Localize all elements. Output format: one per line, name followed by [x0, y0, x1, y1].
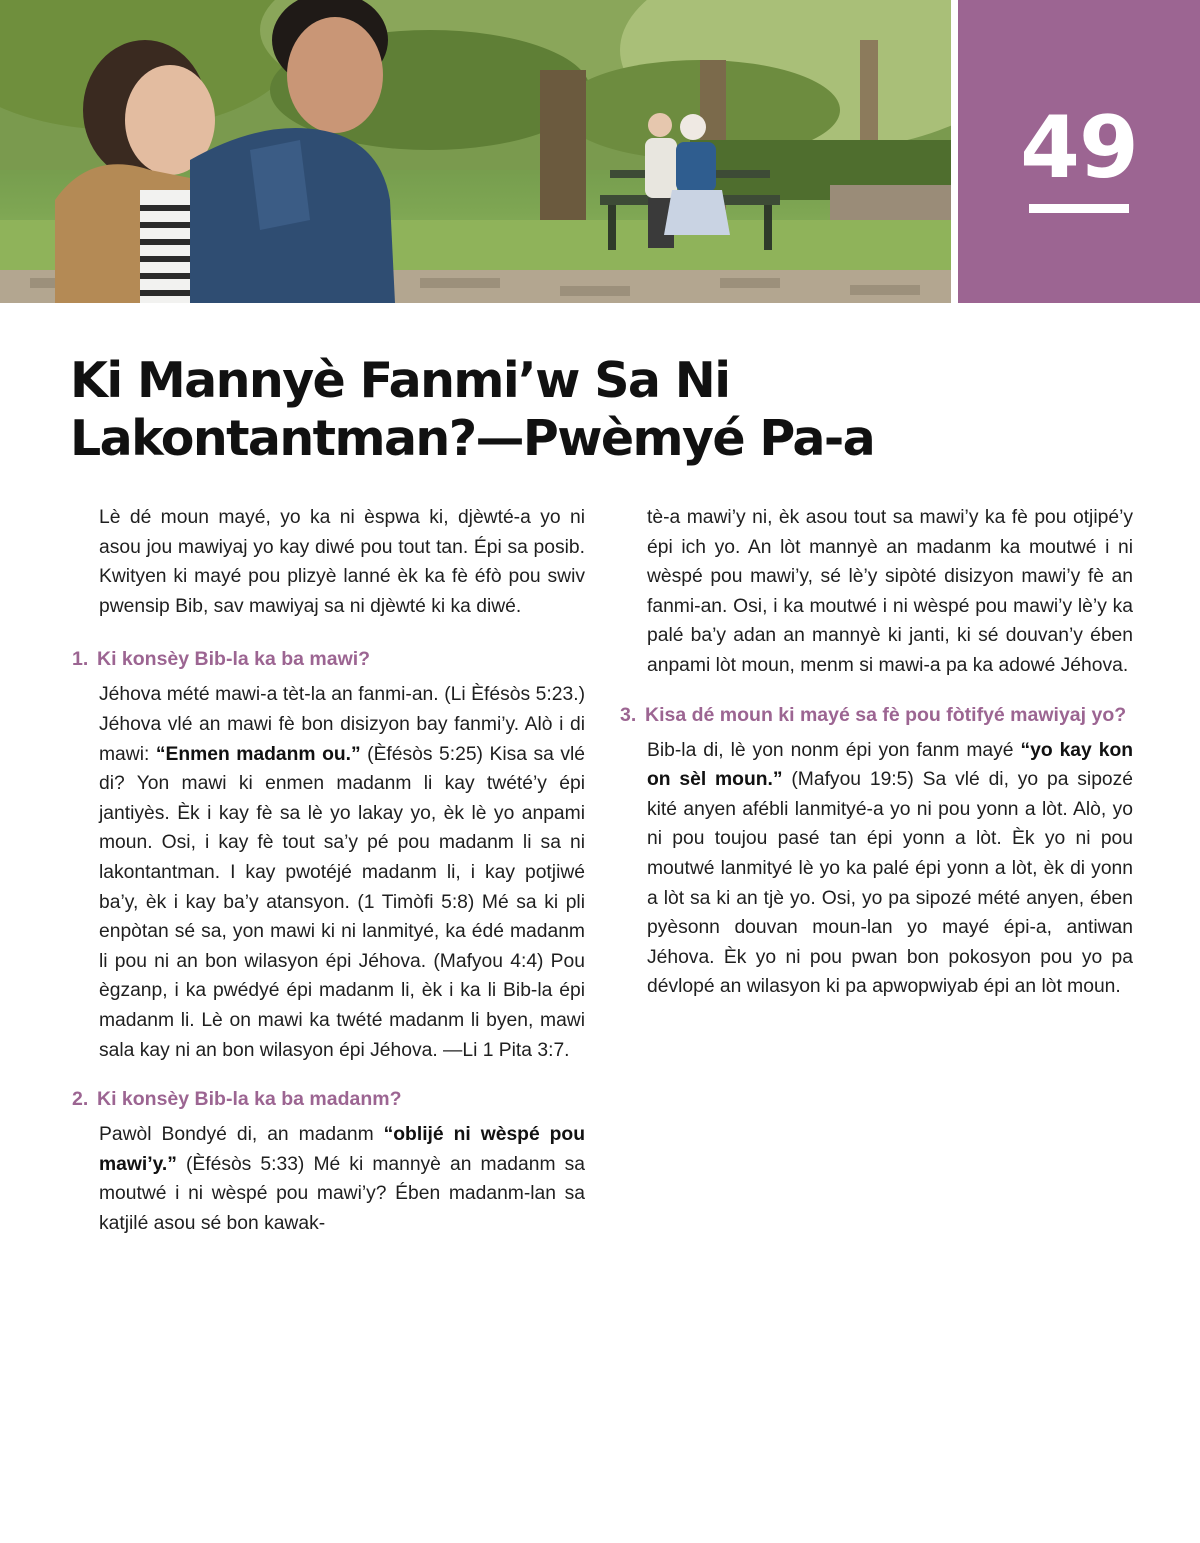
section-2-paragraph-continued [647, 503, 1133, 681]
section-1-paragraph [99, 680, 585, 1065]
section-2-text-b-part2: tè-a mawi’y ni, èk asou tout sa mawi’y ka fè pou otjipé’y épi ich yo. An lòt mannyè an madanm ka moutwé i ni wèspé pou mawi’y, sé lè’y sipòté disizyon mawi’y fè an fanmi-an. Osi, i ka moutwé i ni wèspé pou mawi’y lè’y ka palé ba’y adan an mannyè ki janti, ki sé douvan’y ében anpami lòt moun, menm si mawi-a pa ka adowé Jéhova. [647, 507, 1133, 676]
page-title-line-1: Ki Mannyè Fanmi’w Sa Ni [70, 352, 730, 409]
section-3-number: 3. [620, 703, 637, 726]
section-1-question [70, 645, 585, 674]
section-1-text-b: (Èfésòs 5:25) Kisa sa vlé di? Yon mawi ki enmen madanm li kay twété’y épi jantiyès. Èk i kay fè sa lè yo lakay yo, èk lè yo anpami moun. Osi, i kay fè tout sa’y pé pou madanm li sa ni lakontantman. I kay pwotéjé madanm li, i kay potjiwé ba’y, èk i kay ba’y atansyon. (1 Timòfi 5:8) Mé sa ki pli enpòtan sé sa, yon mawi ki ni lanmityé, ka édé madanm li pou ni an bon wilasyon épi Jéhova. (Mafyou 4:4) Pou ègzanp, i ka pwédyé épi madanm li, èk i ka li Bib-la épi madanm li. Lè on mawi ka twété madanm li byen, mawi sala kay ni an bon wilasyon épi Jéhova. —Li 1 Pita 3:7. [99, 743, 585, 1061]
section-2-question-text: Ki konsèy Bib-la ka ba madanm? [97, 1088, 402, 1111]
section-2-number: 2. [72, 1088, 89, 1111]
section-3-paragraph [647, 736, 1133, 1002]
lesson-number: 49 [1020, 98, 1138, 198]
intro-paragraph: Lè dé moun mayé, yo ka ni èspwa ki, djèwté-a yo ni asou jou mawiyaj yo kay diwé pou tout tan. Épi sa posib. Kwityen ki mayé pou plizyè lanné èk ka fè éfò pou swiv pwensip Bib, sav mawiyaj sa ni djèwté ki ka diwé. [99, 507, 585, 617]
section-1-question-text: Ki konsèy Bib-la ka ba mawi? [97, 648, 371, 671]
lesson-number-underline [1029, 204, 1129, 213]
section-2-quote: “oblijé ni wèspé pou mawi’y.” [99, 1124, 585, 1175]
section-1-number: 1. [72, 648, 89, 671]
section-3-text-b: (Mafyou 19:5) Sa vlé di, yo pa sipozé kité anyen afébli lanmityé-a yo ni pou yonn a lòt. Alò, yo ni pou toujou pasé tan épi yonn a lòt. Èk yo ni pou moutwé lanmityé lè yo ka palé épi yonn a lòt, èk di yonn a lòt sa ki an tjè yo. Osi, yo pa sipozé mété anyen, ében pyèsonn douvan moun-lan yo mayé épi-a, antiwan Jéhova. Èk yo ni pou pwan bon pokosyon pou yo pa dévlopé an wilasyon ki pa apwopwiyab épi an lòt moun. [647, 769, 1133, 998]
lesson-number-badge [958, 0, 1200, 303]
section-2-question [70, 1085, 585, 1114]
section-1-text-a: Jéhova mété mawi-a tèt-la an fanmi-an. (Li Èfésòs 5:23.) Jéhova vlé an mawi fè bon disizyon bay fanmi’y. Alò i di mawi: [99, 684, 585, 765]
section-2-text-a: Pawòl Bondyé di, an madanm [99, 1124, 384, 1146]
section-2-text-b-part1: (Èfésòs 5:33) Mé ki mannyè an madanm sa moutwé i ni wèspé pou mawi’y? Ében madanm-lan sa katjilé asou sé bon kawak- [99, 1153, 585, 1234]
section-3-question [618, 701, 1133, 730]
header-photo [0, 0, 951, 303]
page-title [70, 352, 1070, 468]
right-column [618, 503, 1133, 1002]
section-3-question-text: Kisa dé moun ki mayé sa fè pou fòtifyé mawiyaj yo? [645, 703, 1127, 726]
section-3-quote: “yo kay kon on sèl moun.” [647, 739, 1133, 791]
page-title-line-2: Lakontantman?—Pwèmyé Pa-a [70, 410, 875, 467]
section-3-text-a: Bib-la di, lè yon nonm épi yon fanm mayé [647, 739, 1021, 761]
left-column [70, 503, 585, 1238]
section-2-paragraph-start [99, 1120, 585, 1238]
section-1-quote: “Enmen madanm ou.” [155, 743, 361, 765]
park-couple-illustration [0, 0, 951, 303]
